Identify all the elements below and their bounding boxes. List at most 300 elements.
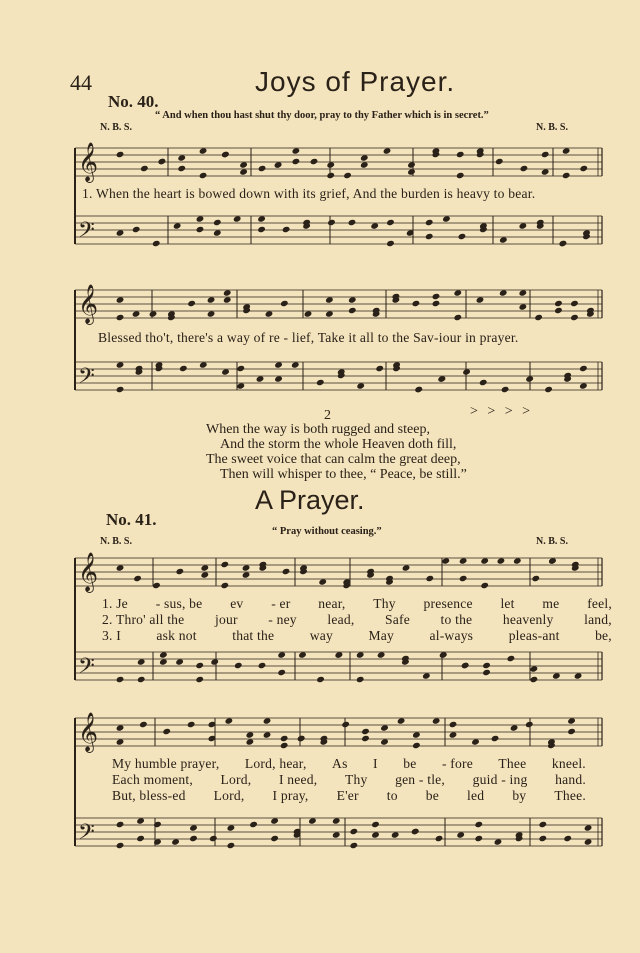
note-head [541,168,550,175]
note-head [531,575,540,582]
note-head [412,300,421,307]
note-head [242,571,251,578]
note-head [304,310,313,317]
note-head [274,375,283,382]
note-head [432,717,441,724]
note-head [360,161,369,168]
note-head [332,831,341,838]
note-head [476,296,485,303]
note-head [539,835,548,842]
note-head [270,817,279,824]
verse-2-line-1: When the way is both rugged and steep, [206,422,430,437]
note-head [562,147,571,154]
lyric-syllable: Lord, hear, [244,756,307,771]
lyric-syllable: Thy [344,772,368,787]
note-head [239,161,248,168]
note-head [207,296,216,303]
hymn-41-number: No. 41. [106,510,157,529]
note-head [574,672,583,679]
hymn-41-verse-3-line-b [112,788,586,804]
note-head [432,300,441,307]
note-head [391,831,400,838]
note-head [335,651,344,658]
note-head [350,842,359,849]
note-head [274,161,283,168]
note-head [332,817,341,824]
note-head [207,310,216,317]
note-head [292,147,301,154]
note-head [257,215,266,222]
note-head [318,578,327,585]
lyric-syllable: 2. Thro' all the [102,612,185,627]
lyric-syllable: Each moment, [112,772,193,787]
note-head [407,168,416,175]
note-head [282,568,291,575]
lyric-syllable: Safe [384,612,410,627]
note-head [459,557,468,564]
lyric-syllable: 3. I [102,628,121,643]
note-head [548,557,557,564]
note-head [519,222,528,229]
note-head [270,835,279,842]
hymn-41-verse-1-line-a [102,596,612,612]
note-head [171,838,180,845]
lyric-syllable: jour [214,612,238,627]
note-head [213,219,222,226]
note-head [356,651,365,658]
hymn-41-epigraph: “ Pray without ceasing.” [272,526,382,537]
note-head [209,835,218,842]
note-head [459,575,468,582]
hymn-41-arranger: N. B. S. [536,536,568,547]
note-head [380,724,389,731]
note-head [453,289,462,296]
note-head [541,151,550,158]
note-head [227,842,236,849]
note-head [567,728,576,735]
note-head [482,662,491,669]
clef-glyph: 𝄞 [78,712,99,752]
clef-glyph: 𝄞 [78,284,99,324]
note-head [158,158,167,165]
clef-glyph: 𝄢 [78,364,95,394]
note-head [187,300,196,307]
note-head [179,365,188,372]
lyric-syllable: Thy [373,596,396,611]
note-head [412,742,421,749]
note-head [280,300,289,307]
note-head [116,842,125,849]
lyric-syllable: - er [271,596,291,611]
note-head [495,158,504,165]
note-head [196,226,205,233]
note-head [426,575,435,582]
note-head [326,161,335,168]
note-head [257,226,266,233]
lyric-syllable: land, [584,612,612,627]
note-head [341,721,350,728]
lyric-syllable: pleas-ant [508,628,560,643]
note-head [326,172,335,179]
lyric-syllable: - sus, be [155,596,203,611]
note-head [116,151,125,158]
note-head [159,658,168,665]
note-head [530,676,539,683]
note-head [133,575,142,582]
lyric-syllable: E'er [336,788,359,803]
note-head [370,222,379,229]
lyric-syllable: I [373,756,378,771]
hymn-40-lyric-line-1: 1. When the heart is bowed down with its grief, And the burden is heavy to bear. [82,186,536,201]
note-head [263,731,272,738]
note-head [199,172,208,179]
note-head [453,314,462,321]
note-head [407,161,416,168]
note-head [579,382,588,389]
note-head [277,651,286,658]
note-head [570,314,579,321]
note-head [308,817,317,824]
note-head [316,676,325,683]
lyric-syllable: - ney [268,612,297,627]
note-head [479,379,488,386]
note-head [199,361,208,368]
note-head [499,236,508,243]
note-head [227,824,236,831]
note-head [501,386,510,393]
note-head [116,738,125,745]
note-head [579,365,588,372]
hymn-41-verse-2-line-b [112,772,586,788]
note-head [137,658,146,665]
note-head [441,557,450,564]
lyric-syllable: - fore [441,756,473,771]
note-head [176,568,185,575]
lyric-syllable: near, [318,596,346,611]
note-head [149,310,158,317]
note-head [343,172,352,179]
clef-glyph: 𝄞 [78,142,99,182]
note-head [584,838,593,845]
note-head [375,365,384,372]
note-head [220,561,229,568]
note-head [442,215,451,222]
note-head [480,557,489,564]
note-head [356,382,365,389]
lyric-syllable: be, [595,628,612,643]
note-head [449,731,458,738]
note-head [280,735,289,742]
note-head [348,296,357,303]
note-head [530,665,539,672]
lyric-syllable: Thee [498,756,527,771]
note-head [116,564,125,571]
note-head [225,717,234,724]
note-head [256,375,265,382]
clef-glyph: 𝄢 [78,218,95,248]
lyric-syllable: ask not [156,628,197,643]
hymn-40-lyric-line-2: Blessed tho't, there's a way of re - lief, Take it all to the Sav-iour in prayer. [98,330,519,345]
note-head [195,676,204,683]
note-head [386,240,395,247]
note-head [177,154,186,161]
note-head [356,676,365,683]
note-head [325,296,334,303]
note-head [371,831,380,838]
note-head [513,557,522,564]
note-head [223,296,232,303]
lyric-syllable: guid - ing [472,772,528,787]
lyric-syllable: presence [423,596,473,611]
note-head [584,824,593,831]
note-head [263,717,272,724]
lyric-syllable: kneel. [551,756,586,771]
lyric-syllable: I pray, [272,788,309,803]
verse-2-number: 2 [324,408,331,423]
note-head [116,821,125,828]
hymn-41-verse-2-line-a [102,612,612,628]
clef-glyph: 𝄢 [78,820,95,850]
note-head [210,658,219,665]
lyric-syllable: As [332,756,348,771]
lyric-syllable: al-ways [429,628,474,643]
note-head [153,838,162,845]
note-head [258,165,267,172]
note-head [412,731,421,738]
note-head [377,651,386,658]
verse-2-line-3: The sweet voice that can calm the great deep, [206,452,461,467]
lyric-syllable: Thee. [554,788,586,803]
note-head [461,662,470,669]
note-head [397,717,406,724]
note-head [136,835,145,842]
note-head [539,821,548,828]
note-head [116,676,125,683]
note-head [246,738,255,745]
note-head [116,296,125,303]
note-head [116,229,125,236]
note-head [361,728,370,735]
note-head [570,300,579,307]
clef-glyph: 𝄞 [78,552,99,592]
note-head [132,310,141,317]
hymn-40-epigraph: “ And when thou hast shut thy door, pray to thy Father which is in secret.” [155,110,489,121]
note-head [137,676,146,683]
note-head [525,375,534,382]
lyric-syllable: be [403,756,417,771]
note-head [480,582,489,589]
note-head [554,307,563,314]
note-head [274,361,283,368]
note-head [435,835,444,842]
note-head [153,821,162,828]
hymn-41-composer: N. B. S. [100,536,132,547]
lyric-syllable: gen - tle, [395,772,446,787]
note-head [258,662,267,669]
lyric-syllable: lead, [327,612,355,627]
note-head [234,662,243,669]
note-head [562,172,571,179]
lyric-syllable: way [309,628,333,643]
note-head [425,219,434,226]
note-head [425,233,434,240]
note-head [173,222,182,229]
page-number: 44 [70,70,92,95]
note-head [116,386,125,393]
note-head [189,824,198,831]
hymn-40-composer: N. B. S. [100,122,132,133]
note-head [242,564,251,571]
note-head [438,375,447,382]
note-head [559,240,568,247]
note-head [474,835,483,842]
note-head [411,828,420,835]
note-head [189,835,198,842]
verse-2-line-2: And the storm the whole Heaven doth fill, [220,437,457,452]
note-head [249,821,258,828]
note-head [361,735,370,742]
note-head [162,728,171,735]
note-head [510,724,519,731]
note-head [265,310,274,317]
note-head [201,564,210,571]
note-head [439,651,448,658]
lyric-syllable: let [500,596,515,611]
lyric-syllable: to [386,788,398,803]
hymn-41-verse-3-line-a [102,628,612,644]
note-head [316,379,325,386]
note-head [519,289,528,296]
note-head [449,721,458,728]
note-head [519,303,528,310]
note-head [383,147,392,154]
note-head [201,571,210,578]
note-head [471,738,480,745]
lyric-syllable: My humble prayer, [112,756,220,771]
note-head [292,158,301,165]
note-head [348,307,357,314]
note-head [552,672,561,679]
note-head [175,658,184,665]
note-head [159,651,168,658]
note-head [116,314,125,321]
note-head [277,669,286,676]
note-head [152,240,161,247]
note-head [237,382,246,389]
accent-marks: > > > > [470,404,534,419]
lyric-syllable: I need, [278,772,318,787]
note-head [386,219,395,226]
note-head [525,721,534,728]
note-head [177,165,186,172]
note-head [195,662,204,669]
lyric-syllable: to the [440,612,473,627]
note-head [280,742,289,749]
note-head [298,651,307,658]
hymn-40-arranger: N. B. S. [536,122,568,133]
note-head [554,300,563,307]
note-head [567,717,576,724]
lyric-syllable: Lord, [213,788,245,803]
note-head [348,219,357,226]
note-head [325,310,334,317]
note-head [507,655,516,662]
lyric-syllable: But, bless-ed [112,788,186,803]
note-head [579,165,588,172]
note-head [456,151,465,158]
note-head [497,557,506,564]
lyric-syllable: heavenly [502,612,554,627]
note-head [132,226,141,233]
note-head [458,233,467,240]
note-head [221,368,230,375]
note-head [360,154,369,161]
note-head [456,172,465,179]
note-head [456,831,465,838]
note-head [116,361,125,368]
lyric-syllable: by [512,788,527,803]
note-head [223,289,232,296]
note-head [432,293,441,300]
lyric-syllable: ev [230,596,244,611]
lyric-syllable: Lord, [220,772,252,787]
note-head [474,821,483,828]
note-head [233,215,242,222]
note-head [402,564,411,571]
note-head [520,165,529,172]
hymn-40-title: Joys of Prayer. [255,66,456,97]
note-head [422,672,431,679]
note-head [213,229,222,236]
hymn-41-verse-1-line-b [112,756,586,772]
note-head [494,838,503,845]
note-head [239,168,248,175]
note-head [140,165,149,172]
note-head [563,835,572,842]
lyric-syllable: be [425,788,439,803]
lyric-syllable: me [542,596,560,611]
note-head [116,724,125,731]
note-head [544,386,553,393]
lyric-syllable: feel, [587,596,612,611]
note-head [482,669,491,676]
verse-2-line-4: Then will whisper to thee, “ Peace, be still.” [220,467,467,482]
note-head [310,158,319,165]
note-head [297,735,306,742]
note-head [220,582,229,589]
note-head [237,365,246,372]
lyric-syllable: May [368,628,394,643]
lyric-syllable: hand. [555,772,586,787]
note-head [221,151,230,158]
note-head [199,147,208,154]
lyric-syllable: 1. Je [102,596,128,611]
lyric-syllable: led [467,788,485,803]
note-head [187,721,196,728]
note-head [534,314,543,321]
lyric-syllable: that the [232,628,275,643]
note-head [196,215,205,222]
note-head [246,731,255,738]
note-head [499,289,508,296]
hymn-41-title: A Prayer. [255,485,365,515]
hymn-40-number: No. 40. [108,92,159,111]
note-head [380,738,389,745]
note-head [282,226,291,233]
note-head [139,721,148,728]
note-head [371,821,380,828]
clef-glyph: 𝄢 [78,654,95,684]
